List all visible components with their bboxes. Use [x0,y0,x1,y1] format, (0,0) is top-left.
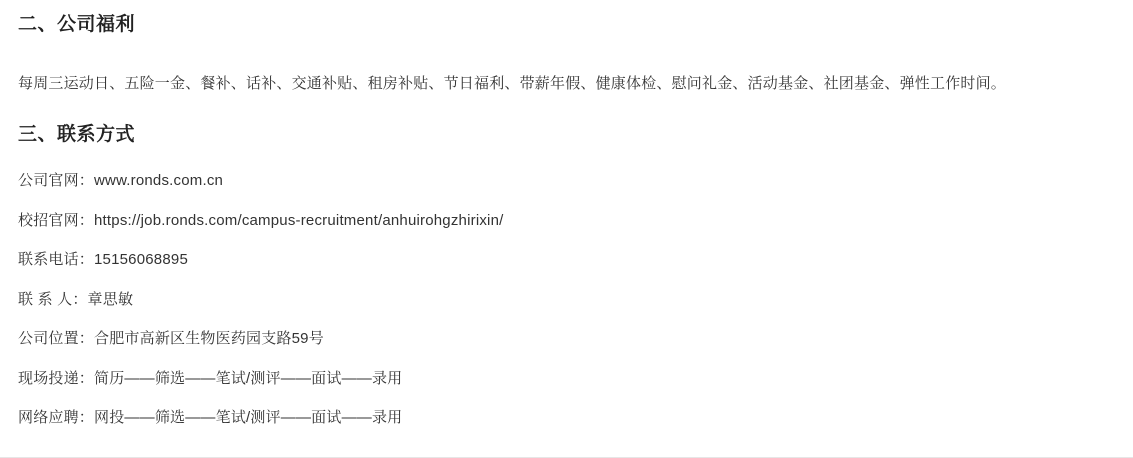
list-item [18,328,1108,351]
list-item [18,170,1108,193]
contact-value-person: 章思敏 [87,290,134,308]
list-item [18,210,1108,233]
contact-value-website: www.ronds.com.cn [94,172,224,189]
contact-value-phone: 15156068895 [94,251,188,268]
section-heading-contact: 三、联系方式 [18,124,136,145]
contact-value-location: 合肥市高新区生物医药园支路59号 [94,330,324,347]
contact-value-campus-site: https://job.ronds.com/campus-recruitment/anhuirohgzhirixin/ [94,211,504,229]
list-item [18,368,1108,391]
benefits-paragraph: 每周三运动日、五险一金、餐补、话补、交通补贴、租房补贴、节日福利、带薪年假、健康体检、慰问礼金、活动基金、社团基金、弹性工作时间。 [18,75,1007,92]
list-item [18,289,1108,312]
section-heading-benefits: 二、公司福利 [18,14,136,35]
contact-label-website: 公司官网： [18,172,95,189]
contact-label-onsite-process: 现场投递： [18,369,95,387]
contact-value-online-process: 网投——筛选——笔试/测评——面试——录用 [94,409,403,426]
list-item [18,249,1108,272]
contact-label-campus-site: 校招官网： [18,211,95,229]
contact-list [18,170,1108,447]
contact-label-phone: 联系电话： [18,251,95,268]
contact-value-onsite-process: 简历——筛选——笔试/测评——面试——录用 [94,369,403,387]
contact-label-online-process: 网络应聘： [18,409,95,426]
contact-label-location: 公司位置： [18,330,95,347]
list-item [18,407,1108,430]
contact-label-person: 联 系 人： [18,290,88,308]
